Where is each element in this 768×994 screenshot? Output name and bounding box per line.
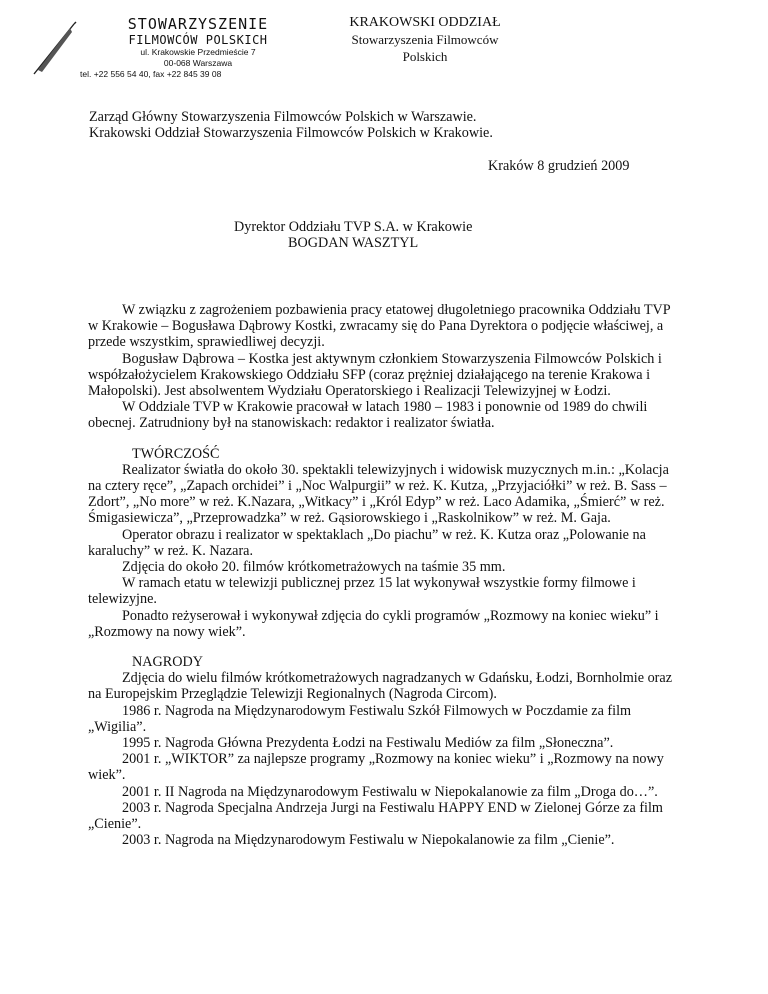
- sender-line: Krakowski Oddział Stowarzyszenia Filmowców Polskich w Krakowie.: [89, 125, 493, 142]
- nagrody-paragraph: 2003 r. Nagroda Specjalna Andrzeja Jurgi na Festiwalu HAPPY END w Zielonej Górze za film „Cienie”.: [88, 799, 663, 833]
- org-address: ul. Krakowskie Przedmieście 7: [140, 47, 256, 57]
- letterhead-sfp: [80, 15, 308, 80]
- sender-line: Zarząd Główny Stowarzyszenia Filmowców Polskich w Warszawie.: [89, 109, 477, 125]
- org-name-2: FILMOWCÓW POLSKICH: [128, 33, 268, 47]
- body-paragraph: W Oddziale TVP w Krakowie pracował w latach 1980 – 1983 i ponownie od 1989 do chwili obecnej. Zatrudniony był na stanowiskach: redaktor i realizator światła.: [88, 399, 648, 432]
- letter-body: [88, 302, 680, 849]
- recipient: [234, 219, 574, 251]
- nagrody-paragraph: 2001 r. II Nagroda na Międzynarodowym Festiwalu w Niepokalanowie za film „Droga do…”.: [122, 783, 658, 800]
- recipient-name: BOGDAN WASZTYL: [288, 235, 419, 252]
- nagrody-paragraph: 1986 r. Nagroda na Międzynarodowym Festiwalu Szkół Filmowych w Poczdamie za film „Wigilia”.: [88, 702, 632, 735]
- org-postal: 00-068 Warszawa: [163, 58, 233, 68]
- letter-date: Kraków 8 grudzień 2009: [488, 158, 630, 174]
- section-heading-tworczosc: TWÓRCZOŚĆ: [132, 445, 220, 462]
- nagrody-paragraph: 2003 r. Nagroda na Międzynarodowym Festiwalu w Niepokalanowie za film „Cienie”.: [122, 832, 615, 849]
- body-paragraph: Bogusław Dąbrowa – Kostka jest aktywnym członkiem Stowarzyszenia Filmowców Polskich i współzałożycielem Krakowskiego Oddziału SFP (coraz prężniej działającego na terenie Krakowa i Małopolski). Jest absolwentem Wydziału Operatorskiego i Realizacji Telewizyjnej w Łodzi.: [88, 350, 662, 400]
- nagrody-paragraph: 1995 r. Nagroda Główna Prezydenta Łodzi na Festiwalu Mediów za film „Słoneczna”.: [122, 735, 614, 752]
- org-phone: tel. +22 556 54 40, fax +22 845 39 08: [80, 69, 222, 79]
- tworczosc-paragraph: W ramach etatu w telewizji publicznej przez 15 lat wykonywał wszystkie formy filmowe i telewizyjne.: [88, 575, 636, 608]
- quill-pen-logo: [30, 20, 80, 78]
- org-name: STOWARZYSZENIE: [127, 15, 269, 33]
- body-paragraph: W związku z zagrożeniem pozbawienia pracy etatowej długoletniego pracownika Oddziału TVP w Krakowie – Bogusława Dąbrowy Kostki, zwracamy się do Pana Dyrektora o podjęcie właściwej, a przede wszystkim, sprawiedliwej decyzji.: [88, 302, 671, 351]
- recipient-title: Dyrektor Oddziału TVP S.A. w Krakowie: [234, 219, 473, 235]
- nagrody-paragraph: 2001 r. „WIKTOR” za najlepsze programy „Rozmowy na koniec wieku” i „Rozmowy na nowy wiek”.: [88, 751, 664, 784]
- senders: [89, 109, 649, 141]
- branch-org-1: Stowarzyszenia Filmowców: [351, 32, 499, 47]
- tworczosc-paragraph: Operator obrazu i realizator w spektaklach „Do piachu” w reż. K. Kutza oraz „Polowanie na karaluchy” w reż. K. Nazara.: [88, 526, 646, 559]
- branch-org-2: Polskich: [402, 49, 448, 64]
- letterhead-krakow: [330, 14, 520, 65]
- section-heading-nagrody: NAGRODY: [132, 654, 203, 671]
- nagrody-paragraph: Zdjęcia do wielu filmów krótkometrażowych nagradzanych w Gdańsku, Łodzi, Bornholmie oraz na Europejskim Przeglądzie Telewizji Regionalnych (Nagroda Circom).: [88, 670, 672, 703]
- tworczosc-paragraph: Ponadto reżyserował i wykonywał zdjęcia do cykli programów „Rozmowy na koniec wieku” i „Rozmowy na nowy wiek”.: [88, 607, 659, 640]
- tworczosc-paragraph: Zdjęcia do około 20. filmów krótkometrażowych na taśmie 35 mm.: [122, 559, 506, 576]
- tworczosc-paragraph: Realizator światła do około 30. spektakli telewizyjnych i widowisk muzycznych m.in.: „Kolacja na cztery ręce”, „Zapach orchidei” i „Noc Walpurgii” w reż. K. Kutza, „Przyjaciółki” w reż. B. Sass – Zdort”, „No more” w reż. K.Nazara, „Witkacy” i „Król Edyp” w reż. Laco Adamika, „Śmierć” w reż. Śmigasiewicza”, „Przeprowadzka” w reż. Gąsiorowskiego i „Raskolnikow” w reż. M. Gaja.: [88, 461, 669, 527]
- branch-name: KRAKOWSKI ODDZIAŁ: [349, 15, 501, 30]
